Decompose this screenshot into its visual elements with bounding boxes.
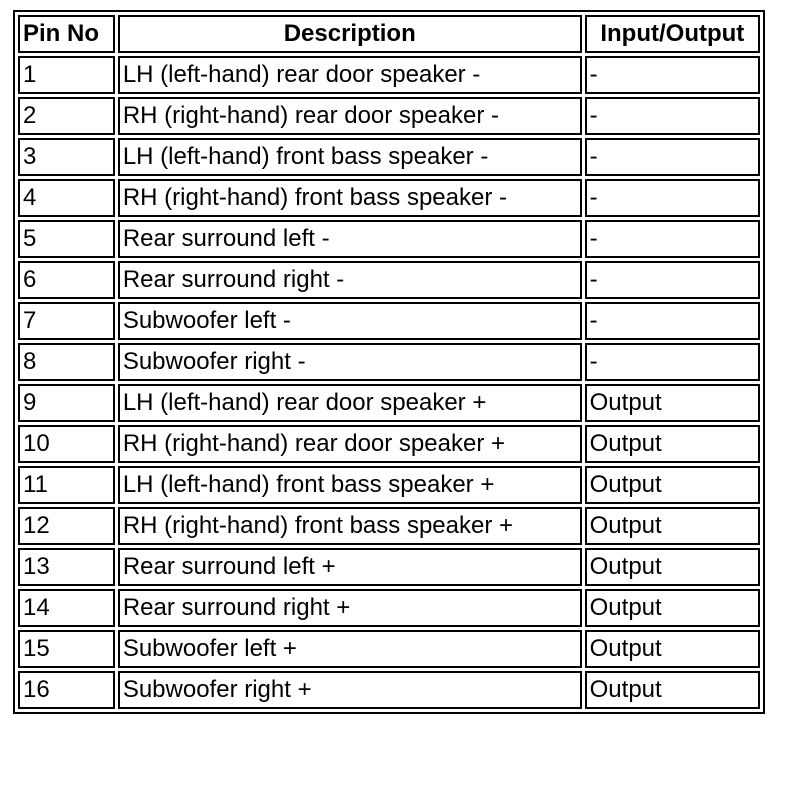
- cell-input-output: -: [585, 302, 760, 340]
- cell-input-output: Output: [585, 548, 760, 586]
- table-row: [18, 589, 760, 627]
- header-input-output: Input/Output: [585, 15, 760, 53]
- cell-description: Rear surround right -: [118, 261, 582, 299]
- cell-input-output: -: [585, 56, 760, 94]
- cell-pin-no: 3: [18, 138, 115, 176]
- cell-input-output: -: [585, 343, 760, 381]
- cell-pin-no: 13: [18, 548, 115, 586]
- cell-description: Rear surround left +: [118, 548, 582, 586]
- table-row: [18, 261, 760, 299]
- cell-description: LH (left-hand) front bass speaker +: [118, 466, 582, 504]
- cell-pin-no: 16: [18, 671, 115, 709]
- cell-input-output: -: [585, 138, 760, 176]
- cell-pin-no: 10: [18, 425, 115, 463]
- cell-description: LH (left-hand) front bass speaker -: [118, 138, 582, 176]
- cell-pin-no: 6: [18, 261, 115, 299]
- cell-pin-no: 4: [18, 179, 115, 217]
- cell-pin-no: 11: [18, 466, 115, 504]
- header-description: Description: [118, 15, 582, 53]
- cell-input-output: Output: [585, 466, 760, 504]
- header-pin-no: Pin No: [18, 15, 115, 53]
- cell-description: Subwoofer left +: [118, 630, 582, 668]
- cell-input-output: -: [585, 179, 760, 217]
- pin-table: [15, 12, 763, 712]
- cell-pin-no: 7: [18, 302, 115, 340]
- cell-description: RH (right-hand) rear door speaker -: [118, 97, 582, 135]
- cell-input-output: Output: [585, 425, 760, 463]
- table-row: [18, 179, 760, 217]
- cell-input-output: -: [585, 261, 760, 299]
- cell-pin-no: 14: [18, 589, 115, 627]
- table-row: [18, 384, 760, 422]
- table-row: [18, 56, 760, 94]
- cell-pin-no: 9: [18, 384, 115, 422]
- cell-input-output: Output: [585, 507, 760, 545]
- table-header-row: [18, 15, 760, 53]
- cell-input-output: Output: [585, 671, 760, 709]
- cell-pin-no: 1: [18, 56, 115, 94]
- cell-input-output: Output: [585, 589, 760, 627]
- cell-description: Rear surround right +: [118, 589, 582, 627]
- table-row: [18, 138, 760, 176]
- table-row: [18, 507, 760, 545]
- table-row: [18, 220, 760, 258]
- table-row: [18, 343, 760, 381]
- cell-input-output: Output: [585, 384, 760, 422]
- cell-pin-no: 2: [18, 97, 115, 135]
- table-row: [18, 548, 760, 586]
- cell-input-output: Output: [585, 630, 760, 668]
- cell-description: Rear surround left -: [118, 220, 582, 258]
- table-row: [18, 630, 760, 668]
- cell-description: Subwoofer right +: [118, 671, 582, 709]
- cell-description: RH (right-hand) rear door speaker +: [118, 425, 582, 463]
- cell-pin-no: 5: [18, 220, 115, 258]
- cell-description: RH (right-hand) front bass speaker +: [118, 507, 582, 545]
- cell-pin-no: 15: [18, 630, 115, 668]
- table-row: [18, 97, 760, 135]
- cell-pin-no: 12: [18, 507, 115, 545]
- cell-description: LH (left-hand) rear door speaker +: [118, 384, 582, 422]
- cell-input-output: -: [585, 97, 760, 135]
- cell-pin-no: 8: [18, 343, 115, 381]
- cell-description: LH (left-hand) rear door speaker -: [118, 56, 582, 94]
- table-row: [18, 671, 760, 709]
- cell-description: Subwoofer right -: [118, 343, 582, 381]
- pin-table-container: [13, 10, 765, 714]
- cell-input-output: -: [585, 220, 760, 258]
- table-row: [18, 425, 760, 463]
- cell-description: Subwoofer left -: [118, 302, 582, 340]
- table-row: [18, 302, 760, 340]
- cell-description: RH (right-hand) front bass speaker -: [118, 179, 582, 217]
- table-row: [18, 466, 760, 504]
